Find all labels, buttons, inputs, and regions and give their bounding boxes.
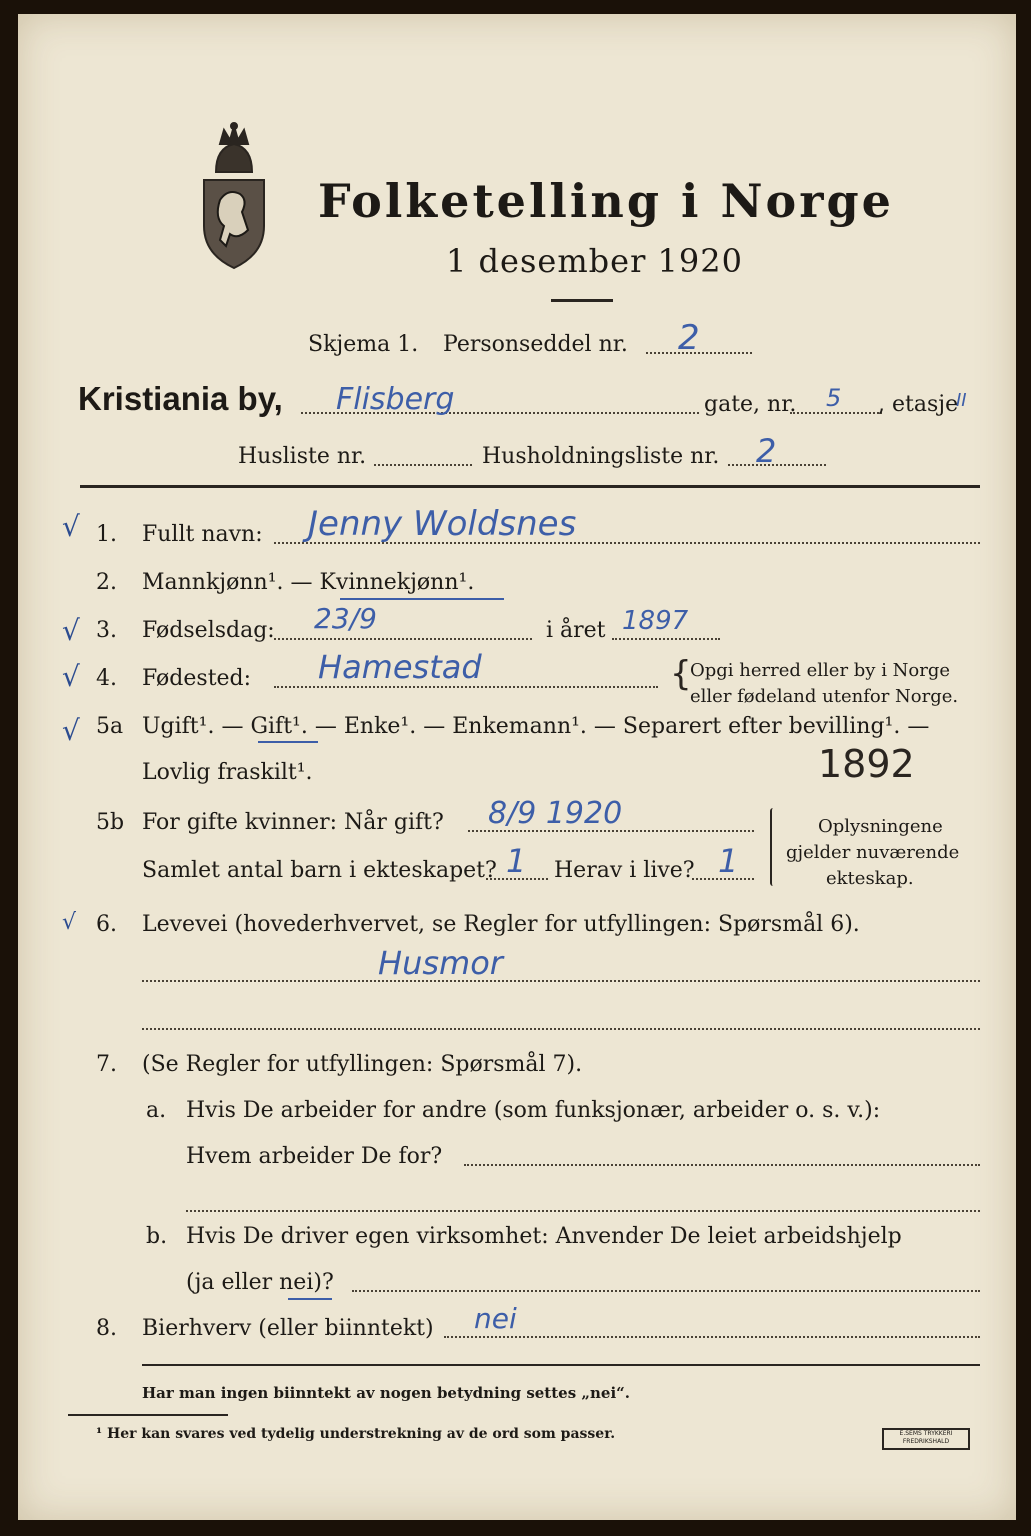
nei-underline xyxy=(288,1298,332,1300)
q6-label: Levevei (hovederhvervet, se Regler for utfyllingen: Spørsmål 6). xyxy=(142,912,860,937)
footer-divider xyxy=(142,1364,980,1366)
q5b-note-line1: Oplysningene xyxy=(818,816,943,837)
city-label: Kristiania by, xyxy=(78,380,283,417)
schema-label: Skjema 1. xyxy=(308,332,419,357)
q5b-label: For gifte kvinner: Når gift? xyxy=(142,810,444,835)
q6-line2 xyxy=(142,1028,980,1030)
house-number-value[interactable]: 5 xyxy=(826,384,842,412)
q6-line1 xyxy=(142,980,980,982)
kvinnekjonn-underline xyxy=(340,598,504,600)
q2-number: 2. xyxy=(96,570,117,595)
q3-line xyxy=(274,638,532,640)
husliste-label: Husliste nr. xyxy=(238,444,367,469)
husholdning-line xyxy=(728,464,826,466)
q4-number: 4. xyxy=(96,666,117,691)
gift-underline xyxy=(258,741,318,743)
footnote: ¹ Her kan svares ved tydelig understrekning av de ord som passer. xyxy=(96,1426,616,1442)
marriage-date-value[interactable]: 8/9 1920 xyxy=(488,796,623,831)
q5b-brace xyxy=(770,808,776,886)
q4-note-line1: Opgi herred eller by i Norge xyxy=(690,660,951,681)
street-value[interactable]: Flisberg xyxy=(336,382,455,417)
q6-number: 6. xyxy=(96,912,117,937)
q1-number: 1. xyxy=(96,522,117,547)
census-form-page xyxy=(18,14,1016,1520)
form-title: Folketelling i Norge xyxy=(318,174,894,228)
birthplace-value[interactable]: Hamestad xyxy=(318,648,482,686)
check-mark-q1: √ xyxy=(62,510,80,543)
personseddel-value[interactable]: 2 xyxy=(678,318,700,358)
check-mark-q4: √ xyxy=(62,660,80,693)
check-mark-q6: √ xyxy=(62,910,77,935)
birth-year-value[interactable]: 1897 xyxy=(622,606,689,636)
q2-label: Mannkjønn¹. — Kvinnekjønn¹. xyxy=(142,570,475,595)
q3-year-line xyxy=(612,638,720,640)
children-count-value[interactable]: 1 xyxy=(506,842,527,880)
footer-note: Har man ingen biinntekt av nogen betydning settes „nei“. xyxy=(142,1384,631,1402)
q4-note-line2: eller fødeland utenfor Norge. xyxy=(690,686,959,707)
q7b-line xyxy=(352,1290,980,1292)
personseddel-label: Personseddel nr. xyxy=(443,332,628,357)
q8-label: Bierhverv (eller biinntekt) xyxy=(142,1316,434,1341)
q7b-label-line2: (ja eller nei)? xyxy=(186,1270,334,1295)
q7a-line1 xyxy=(464,1164,980,1166)
husholdning-label: Husholdningsliste nr. xyxy=(482,444,720,469)
etasje-label: , etasje xyxy=(878,392,959,417)
q7a-line2 xyxy=(186,1210,980,1212)
check-mark-q5a: √ xyxy=(62,714,80,747)
q3-label: Fødselsdag: xyxy=(142,618,275,643)
occupation-value[interactable]: Husmor xyxy=(378,944,503,982)
gate-label: gate, nr. xyxy=(704,392,797,417)
q5a-number: 5a xyxy=(96,714,124,739)
q5a-label-line2: Lovlig fraskilt¹. xyxy=(142,760,313,785)
printer-stamp: E.SEMS TRYKKERI FREDRIKSHALD xyxy=(882,1428,970,1450)
q5b-children-label: Samlet antal barn i ekteskapet? xyxy=(142,858,497,883)
census-date: 1 desember 1920 xyxy=(446,242,743,280)
q4-line xyxy=(274,686,658,688)
q4-brace: { xyxy=(670,654,692,694)
footnote-divider xyxy=(68,1414,228,1416)
q4-label: Fødested: xyxy=(142,666,252,691)
children-alive-value[interactable]: 1 xyxy=(718,842,739,880)
norway-coat-of-arms-icon xyxy=(190,122,278,272)
q5a-label: Ugift¹. — Gift¹. — Enke¹. — Enkemann¹. — Separert efter bevilling¹. — xyxy=(142,714,930,739)
etasje-value[interactable]: II xyxy=(956,390,967,411)
birthday-value[interactable]: 23/9 xyxy=(314,602,377,635)
q5b-note-line3: ekteskap. xyxy=(826,868,914,889)
husholdning-value[interactable]: 2 xyxy=(756,432,777,470)
q8-line xyxy=(444,1336,980,1338)
q7-number: 7. xyxy=(96,1052,117,1077)
q5b-number: 5b xyxy=(96,810,125,835)
full-name-value[interactable]: Jenny Woldsnes xyxy=(308,504,577,544)
q7b-number: b. xyxy=(146,1224,168,1249)
q8-number: 8. xyxy=(96,1316,117,1341)
q3-year-label: i året xyxy=(546,618,606,643)
q7-label: (Se Regler for utfyllingen: Spørsmål 7). xyxy=(142,1052,583,1077)
title-divider xyxy=(551,299,613,302)
q7a-label: Hvis De arbeider for andre (som funksjonær, arbeider o. s. v.): xyxy=(186,1098,881,1123)
q7a-number: a. xyxy=(146,1098,167,1123)
margin-note-value: 1892 xyxy=(818,742,915,786)
q3-number: 3. xyxy=(96,618,117,643)
check-mark-q3: √ xyxy=(62,614,80,647)
husliste-line xyxy=(374,464,472,466)
q5b-alive-label: Herav i live? xyxy=(554,858,695,883)
header-divider xyxy=(80,485,980,488)
q7b-label: Hvis De driver egen virksomhet: Anvender De leiet arbeidshjelp xyxy=(186,1224,902,1249)
side-income-value[interactable]: nei xyxy=(474,1302,517,1335)
q7a-label-line2: Hvem arbeider De for? xyxy=(186,1144,443,1169)
q5b-note-line2: gjelder nuværende xyxy=(786,842,960,863)
q1-label: Fullt navn: xyxy=(142,522,263,547)
number-line xyxy=(790,412,882,414)
